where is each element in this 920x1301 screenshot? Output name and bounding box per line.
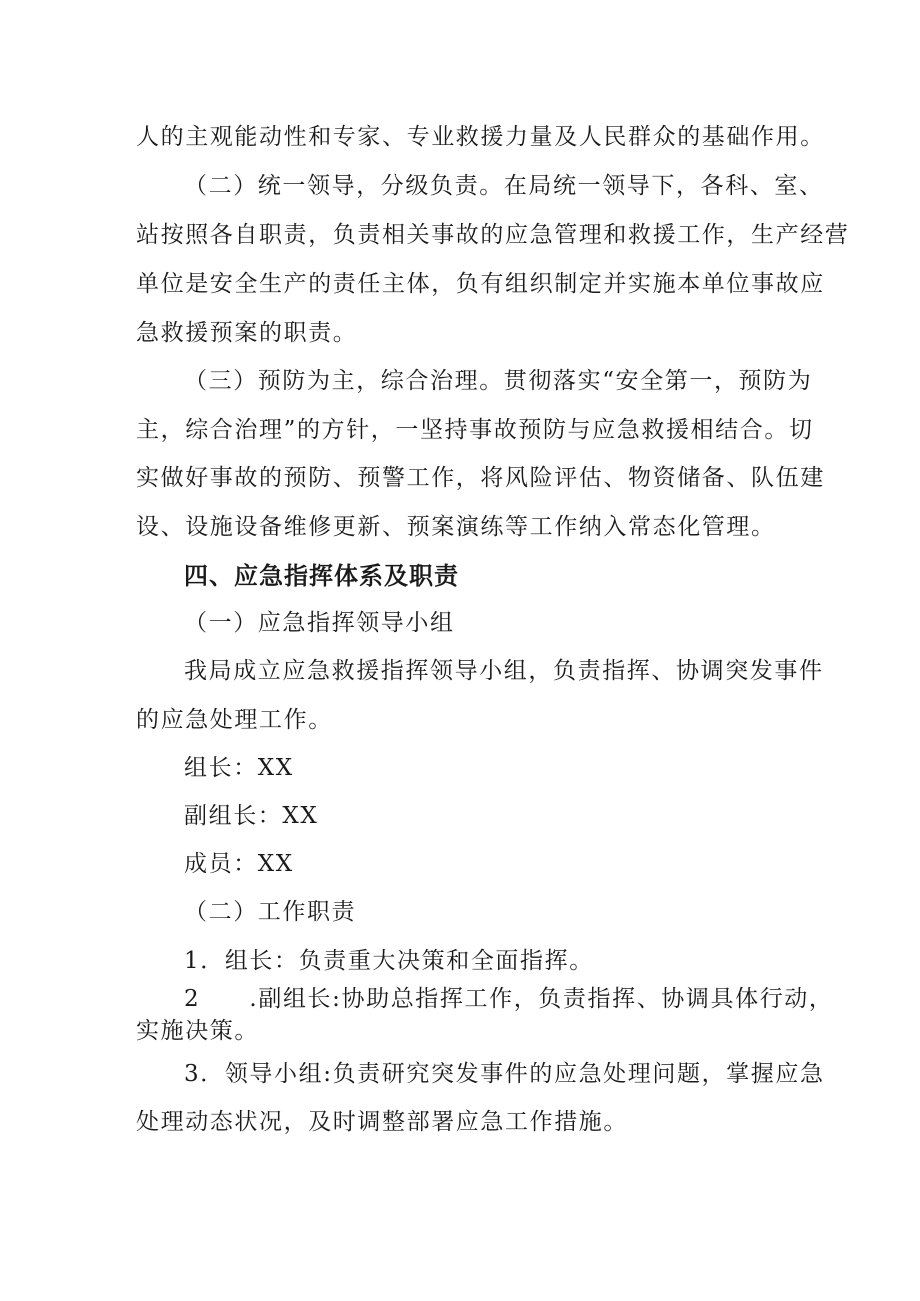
body-text-line: 的应急处理工作。 <box>136 707 333 733</box>
body-text-line: 主，综合治理”的方针，一坚持事故预防与应急救援相结合。切 <box>136 417 814 443</box>
duty-item: 2 .副组长:协助总指挥工作，负责指挥、协调具体行动， <box>184 986 834 1012</box>
duty-item: 1．组长：负责重大决策和全面指挥。 <box>184 948 594 974</box>
section-heading: 四、应急指挥体系及职责 <box>184 562 459 590</box>
body-text-line: 设、设施设备维修更新、预案演练等工作纳入常态化管理。 <box>136 514 776 540</box>
body-text-line: 处理动态状况，及时调整部署应急工作措施。 <box>136 1109 628 1135</box>
body-text-line: 实做好事故的预防、预警工作，将风险评估、物资储备、队伍建 <box>136 465 825 491</box>
duty-item: 3．领导小组:负责研究突发事件的应急处理问题，掌握应急 <box>184 1061 825 1087</box>
body-text-line: 急救援预案的职责。 <box>136 320 358 346</box>
body-text-line: 人的主观能动性和专家、专业救援力量及人民群众的基础作用。 <box>136 124 825 150</box>
subsection-heading: （二）工作职责 <box>184 899 357 925</box>
subsection-heading: （一）应急指挥领导小组 <box>184 610 455 636</box>
body-text-line: 我局成立应急救援指挥领导小组，负责指挥、协调突发事件 <box>184 658 824 684</box>
team-leader-line: 组长：XX <box>184 755 294 781</box>
body-text-line: （二）统一领导，分级负责。在局统一领导下，各科、室、 <box>184 173 824 199</box>
body-text-line: （三）预防为主，综合治理。贯彻落实“安全第一，预防为 <box>184 368 813 394</box>
members-line: 成员：XX <box>184 851 294 877</box>
deputy-leader-line: 副组长：XX <box>184 803 319 829</box>
body-text-line: 站按照各自职责，负责相关事故的应急管理和救援工作，生产经营 <box>136 222 850 248</box>
body-text-line: 实施决策。 <box>136 1018 259 1044</box>
body-text-line: 单位是安全生产的责任主体，负有组织制定并实施本单位事故应 <box>136 271 825 297</box>
